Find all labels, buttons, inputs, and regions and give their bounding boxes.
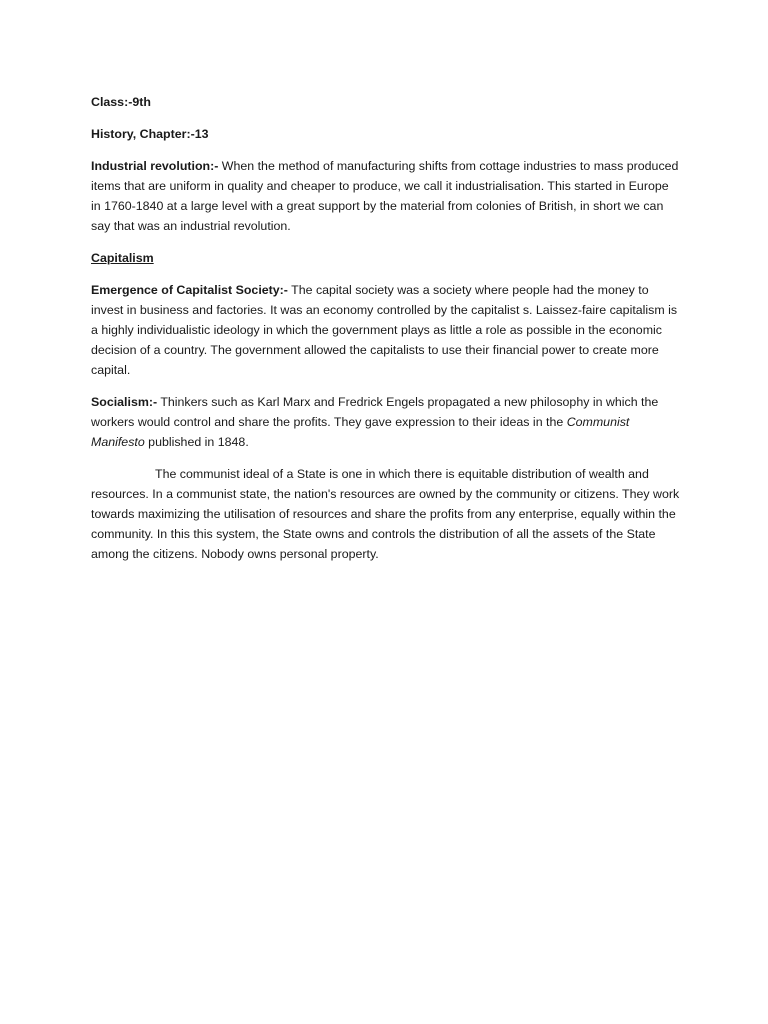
class-line — [91, 92, 681, 112]
capitalism-section — [91, 248, 681, 268]
capitalism-heading: Capitalism — [91, 251, 154, 265]
class-label: Class:-9th — [91, 95, 151, 109]
socialism-text-end: published in 1848. — [144, 435, 249, 449]
industrial-revolution-text: When the method of manufacturing shifts from cottage industries to mass produced items that are uniform in quality and cheaper to produce, we call it industrialisation. This started in Europe in 1760-1840 at a large level with a great support by the material from colonies of British, in short we can say that was an industrial revolution. — [91, 159, 679, 233]
subject-line — [91, 124, 681, 144]
document-body — [91, 92, 681, 576]
subject-label: History, Chapter:-13 — [91, 127, 209, 141]
socialism-paragraph — [91, 392, 681, 452]
industrial-revolution-paragraph — [91, 156, 681, 236]
emergence-text: The capital society was a society where people had the money to invest in business and factories. It was an economy controlled by the capitalist s. Laissez-faire capitalism is a highly individualistic ideology in which the government plays as little a role as possible in the economic decision of a country. The government allowed the capitalists to use their financial power to create more capital. — [91, 283, 678, 377]
socialism-heading: Socialism:- — [91, 395, 158, 409]
industrial-revolution-heading: Industrial revolution:- — [91, 159, 219, 173]
communist-manifesto-title: Communist Manifesto — [91, 415, 630, 449]
communist-ideal-paragraph: The communist ideal of a State is one in which there is equitable distribution of wealth and resources. In a communist state, the nation's resources are owned by the community or citizens. They work towards maximizing the utilisation of resources and share the profits from any enterprise, equally within the community. In this this system, the State owns and controls the distribution of all the assets of the State among the citizens. Nobody owns personal property. — [91, 467, 680, 561]
emergence-heading: Emergence of Capitalist Society:- — [91, 283, 288, 297]
emergence-paragraph — [91, 280, 681, 380]
socialism-text: Thinkers such as Karl Marx and Fredrick Engels propagated a new philosophy in which the workers would control and share the profits. They gave expression to their ideas in the — [91, 395, 659, 429]
